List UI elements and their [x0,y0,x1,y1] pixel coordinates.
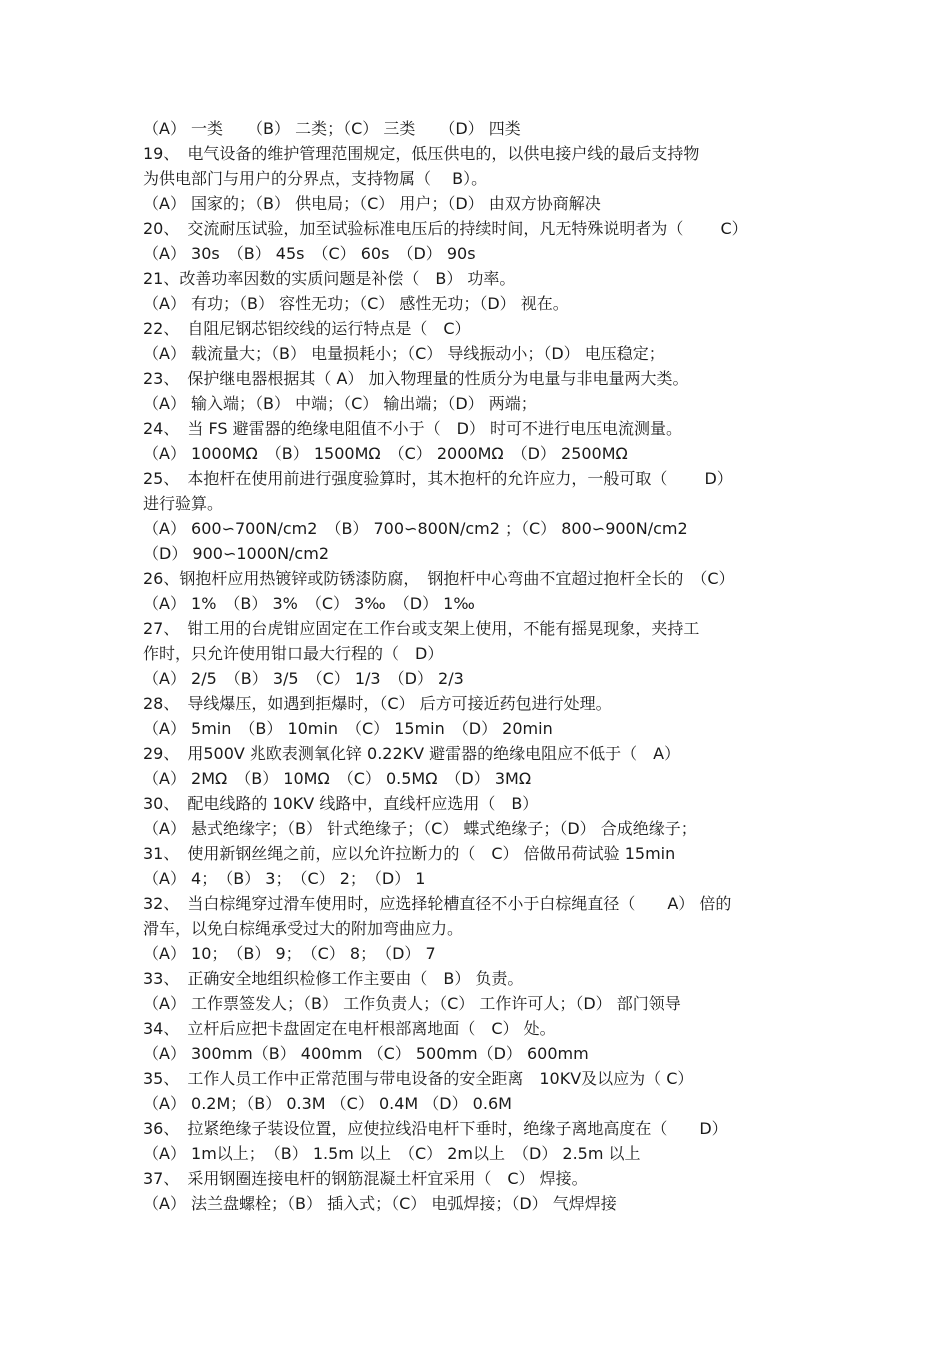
text-line: （A） 法兰盘螺栓；（B） 插入式；（C） 电弧焊接；（D） 气焊焊接 [143,1194,617,1213]
text-line: （D） 900∽1000N/cm2 [143,544,329,563]
text-line: 32、 当白棕绳穿过滑车使用时，应选择轮槽直径不小于白棕绳直径（ A） 倍的 [143,894,732,913]
text-line: （A） 300mm（B） 400mm （C） 500mm（D） 600mm [143,1044,589,1063]
text-line: 35、 工作人员工作中正常范围与带电设备的安全距离 10KV及以应为（ C） [143,1069,694,1088]
text-line: 19、 电气设备的维护管理范围规定，低压供电的，以供电接户线的最后支持物 [143,144,700,163]
text-line: 33、 正确安全地组织检修工作主要由（ B） 负责。 [143,969,524,988]
text-line: 25、 本抱杆在使用前进行强度验算时，其木抱杆的允许应力，一般可取（ D） [143,469,733,488]
text-line: 23、 保护继电器根据其（ A） 加入物理量的性质分为电量与非电量两大类。 [143,369,689,388]
text-line: （A） 工作票签发人；（B） 工作负责人；（C） 工作许可人；（D） 部门领导 [143,994,681,1013]
text-line: 滑车，以免白棕绳承受过大的附加弯曲应力。 [143,919,464,938]
text-line: 26、钢抱杆应用热镀锌或防锈漆防腐， 钢抱杆中心弯曲不宜超过抱杆全长的 （C） [143,569,735,588]
text-line: （A） 5min （B） 10min （C） 15min （D） 20min [143,719,553,738]
text-line: （A） 1% （B） 3% （C） 3‰ （D） 1‰ [143,594,475,613]
text-line: 31、 使用新钢丝绳之前，应以允许拉断力的（ C） 倍做吊荷试验 15min [143,844,676,863]
question-text-block [143,116,808,1216]
text-line: 进行验算。 [143,494,224,513]
text-line: 29、 用500V 兆欧表测氧化锌 0.22KV 避雷器的绝缘电阻应不低于（ A） [143,744,681,763]
text-line: 21、改善功率因数的实质问题是补偿（ B） 功率。 [143,269,516,288]
text-line: （A） 1m以上； （B） 1.5m 以上 （C） 2m以上 （D） 2.5m 以上 [143,1144,641,1163]
text-line: （A） 1000MΩ （B） 1500MΩ （C） 2000MΩ （D） 2500MΩ [143,444,628,463]
text-line: （A） 600∽700N/cm2 （B） 700∽800N/cm2 ；（C） 800∽900N/cm2 [143,519,688,538]
text-line: （A） 4； （B） 3； （C） 2； （D） 1 [143,869,426,888]
text-line: 28、 导线爆压，如遇到拒爆时，（C） 后方可接近药包进行处理。 [143,694,612,713]
text-line: （A） 载流量大；（B） 电量损耗小；（C） 导线振动小；（D） 电压稳定； [143,344,665,363]
text-line: （A） 2/5 （B） 3/5 （C） 1/3 （D） 2/3 [143,669,464,688]
text-line: 22、 自阻尼钢芯铝绞线的运行特点是（ C） [143,319,471,338]
text-line: 30、 配电线路的 10KV 线路中，直线杆应选用（ B） [143,794,539,813]
text-line: 36、 拉紧绝缘子装设位置，应使拉线沿电杆下垂时，绝缘子离地高度在（ D） [143,1119,728,1138]
text-line: （A） 悬式绝缘字；（B） 针式绝缘子；（C） 蝶式绝缘子；（D） 合成绝缘子； [143,819,697,838]
text-line: 24、 当 FS 避雷器的绝缘电阻值不小于（ D） 时可不进行电压电流测量。 [143,419,683,438]
text-line: （A） 0.2M；（B） 0.3M （C） 0.4M （D） 0.6M [143,1094,512,1113]
text-line: 为供电部门与用户的分界点，支持物属（ B）。 [143,169,488,188]
text-line: （A） 30s （B） 45s （C） 60s （D） 90s [143,244,476,263]
text-line: 作时，只允许使用钳口最大行程的（ D） [143,644,444,663]
text-line: 20、 交流耐压试验，加至试验标准电压后的持续时间，凡无特殊说明者为（ C） [143,219,748,238]
text-line: 34、 立杆后应把卡盘固定在电杆根部离地面（ C） 处。 [143,1019,556,1038]
text-line: 27、 钳工用的台虎钳应固定在工作台或支架上使用，不能有摇晃现象，夹持工 [143,619,700,638]
text-line: 37、 采用钢圈连接电杆的钢筋混凝土杆宜采用（ C） 焊接。 [143,1169,588,1188]
text-line: （A） 国家的；（B） 供电局；（C） 用户；（D） 由双方协商解决 [143,194,601,213]
text-line: （A） 一类 （B） 二类；（C） 三类 （D） 四类 [143,119,521,138]
text-line: （A） 10； （B） 9； （C） 8； （D） 7 [143,944,436,963]
text-line: （A） 有功；（B） 容性无功；（C） 感性无功；（D） 视在。 [143,294,569,313]
text-line: （A） 输入端；（B） 中端；（C） 输出端；（D） 两端； [143,394,537,413]
text-line: （A） 2MΩ （B） 10MΩ （C） 0.5MΩ （D） 3MΩ [143,769,532,788]
